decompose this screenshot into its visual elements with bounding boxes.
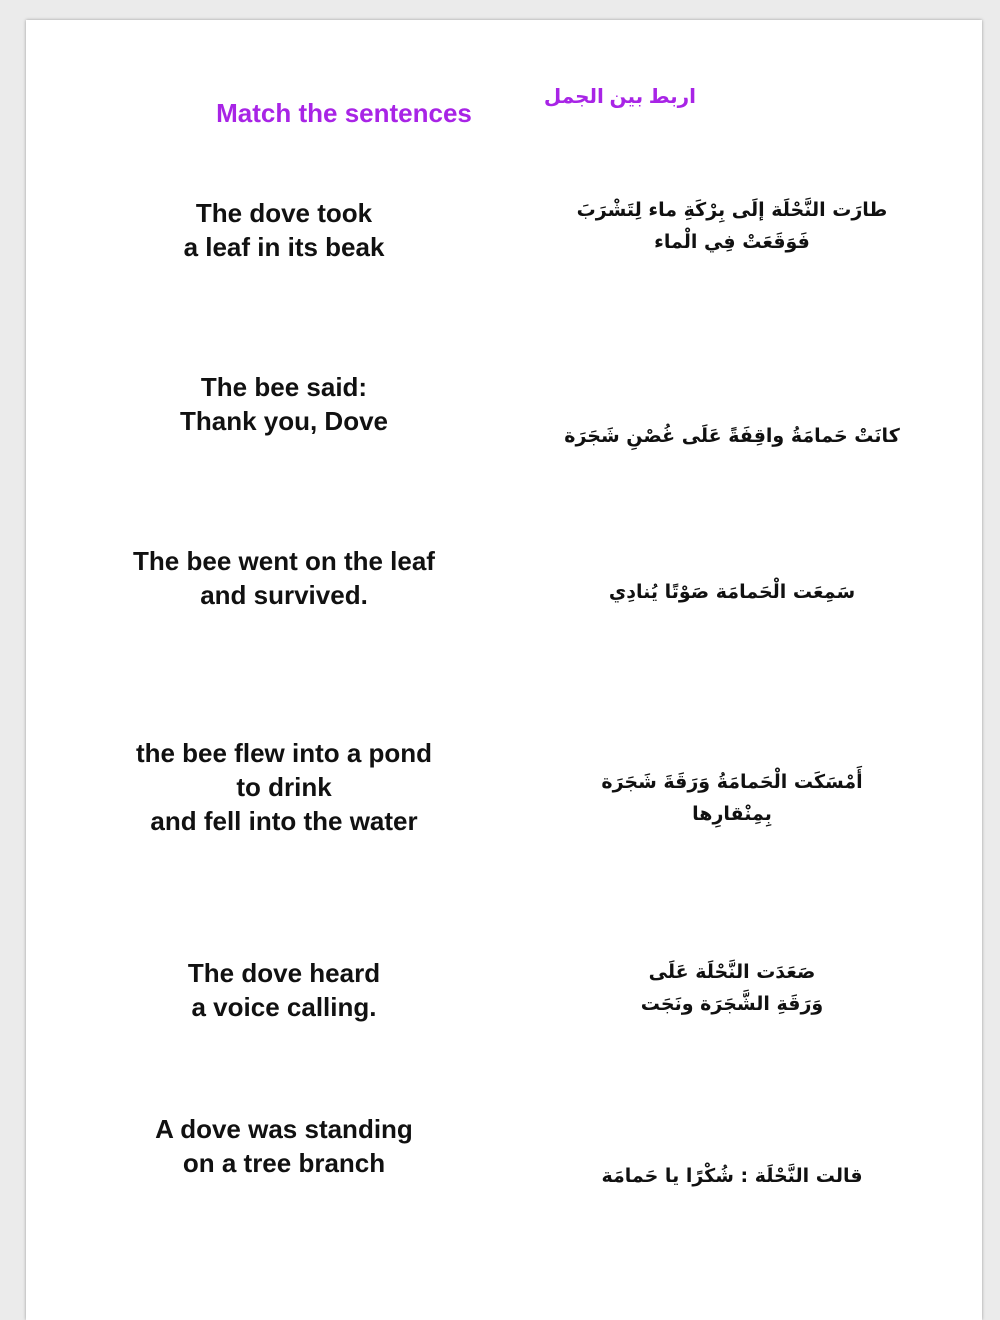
english-sentence-6[interactable]: A dove was standing on a tree branch [155, 1114, 413, 1178]
english-sentence-2[interactable]: The bee said: Thank you, Dove [179, 372, 389, 436]
arabic-sentence-5[interactable]: صَعَدَت النَّحْلَة عَلَى وَرَقَةِ الشَّجَرَة ونَجَت [640, 961, 824, 1015]
arabic-sentence-2[interactable]: كانَتْ حَمامَةُ واقِفَةً عَلَى غُصْنِ شَجَرَة [564, 425, 900, 447]
arabic-sentence-3[interactable]: سَمِعَت الْحَمامَة صَوْتًا يُنادِي [608, 581, 856, 603]
arabic-sentence-4[interactable]: أَمْسَكَت الْحَمامَةُ وَرَقَةَ شَجَرَة بِمِنْقارِها [601, 771, 863, 825]
worksheet-page [26, 20, 982, 1320]
arabic-sentence-6[interactable]: قالت النَّحْلَة : شُكْرًا يا حَمامَة [601, 1165, 863, 1187]
arabic-sentence-1[interactable]: طارَت النَّحْلَة إلَى بِرْكَةِ ماء لِتَشْرَبَ فَوَقَعَتْ فِي الْماء [576, 199, 888, 253]
english-sentence-4[interactable]: the bee flew into a pond to drink and fell into the water [135, 738, 433, 836]
english-sentence-3[interactable]: The bee went on the leaf and survived. [133, 546, 435, 610]
english-sentence-1[interactable]: The dove took a leaf in its beak [183, 198, 385, 262]
title-english: Match the sentences [216, 98, 472, 128]
title-arabic: اربط بين الجمل [543, 86, 696, 108]
english-sentence-5[interactable]: The dove heard a voice calling. [187, 958, 381, 1022]
